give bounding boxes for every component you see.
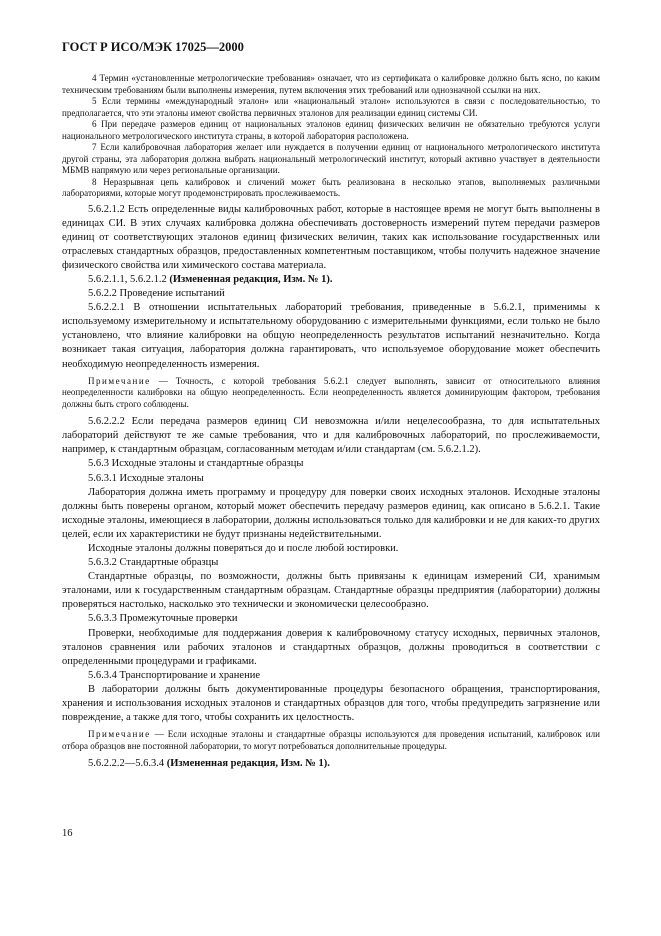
note-2-label: Примечание [88,729,151,740]
amendment-note-2 [62,757,600,771]
paragraph-5-6-3-4: В лаборатории должны быть документированные процедуры безопасного обращения, транспортирования, хранения и использования исходных эталонов и стандартных образцов для того, чтобы предупредить загрязнение или повреждение, а также для того, чтобы сохранить их целостность. [62,683,600,724]
amendment-1-label: (Измененная редакция, Изм. № 1). [169,273,333,285]
footnote-5: 5 Если термины «международный эталон» или «национальный эталон» используются в связи с последовательностью, то предполагается, что эти эталоны имеют свойства первичных эталонов для реализации единиц системы СИ. [62,96,600,118]
note-1 [62,376,600,411]
paragraph-5-6-2-2-1: 5.6.2.2.1 В отношении испытательных лабораторий требования, приведенные в 5.6.2.1, применимы к используемому измерительному и испытательному оборудованию с измерительными функциями, если только не было установлено, что влияние калибровки на общую неопределенность результатов испытаний незначительно. Когда возникает такая ситуация, лаборатория должна гарантировать, что используемое оборудование может обеспечить необходимую неопределенность измерения. [62,302,600,370]
footnote-4: 4 Термин «установленные метрологические требования» означает, что из сертификата о калибровке должно быть ясно, по каким техническим требованиям были выполнены измерения, путем включения этих требований или однозначной ссылки на них. [62,73,600,95]
paragraph-5-6-3-3: Проверки, необходимые для поддержания доверия к калибровочному статусу исходных, первичных эталонов, эталонов сравнения или рабочих эталонов и стандартных образцов, должны проводиться в соответствии с определенными процедурами и графиками. [62,627,600,667]
paragraph-5-6-3-1-a: Лаборатория должна иметь программу и процедуру для поверки своих исходных эталонов. Исходные эталоны должны быть поверены органом, который может обеспечить передачу размеров единиц, как описано в 5.6.2.1. Такие исходные эталоны, имеющиеся в лаборатории, должны использоваться только для калибровки и не для каких-то других целей, если их характеристики не будут признаны недействительными. [62,486,600,540]
heading-5-6-3: 5.6.3 Исходные эталоны и стандартные образцы [88,458,304,470]
amendment-2-label: (Измененная редакция, Изм. № 1). [166,758,330,770]
heading-5-6-3-1: 5.6.3.1 Исходные эталоны [88,472,204,484]
footnote-6: 6 При передаче размеров единиц от национальных эталонов единиц физических величин не обязательно требуются услуги национального метрологического института страны, в которой лаборатория расположена. [62,119,600,141]
document-page [62,40,600,771]
amendment-1-clauses: 5.6.2.1.1, 5.6.2.1.2 [88,273,167,285]
heading-5-6-2-2: 5.6.2.2 Проведение испытаний [88,288,225,300]
paragraph-5-6-3-1-b: Исходные эталоны должны поверяться до и после любой юстировки. [88,542,399,554]
heading-5-6-3-2: 5.6.3.2 Стандартные образцы [88,557,219,569]
note-2-text: — Если исходные эталоны и стандартные образцы используются для проведения испытаний, калибровок или отбора образцов вне постоянной лаборатории, то могут потребоваться дополнительные процедуры. [62,729,600,751]
heading-5-6-3-3: 5.6.3.3 Промежуточные проверки [88,613,238,625]
document-header: ГОСТ Р ИСО/МЭК 17025—2000 [62,40,244,54]
paragraph-5-6-2-1-2: 5.6.2.1.2 Есть определенные виды калибровочных работ, которые в настоящее время не могут быть выполнены в единицах СИ. В этих случаях калибровка должна обеспечивать достоверность измерений путем передачи размеров единиц от соответствующих эталонов единиц физических величин, таких как использование государственных или отраслевых стандартных образцов, предоставленных компетентным поставщиком, чтобы получить надежное значение физического свойства или химического состава материала. [62,203,600,271]
paragraph-5-6-2-2-2: 5.6.2.2.2 Если передача размеров единиц СИ невозможна и/или нецелесообразна, то для испытательных лабораторий действуют те же самые требования, что и для калибровочных лабораторий, по прослеживаемости, например, к стандартным образцам, согласованным методам и/или стандартам (см. 5.6.2.1.2). [62,416,600,456]
amendment-note-1 [62,273,600,287]
heading-5-6-3-4: 5.6.3.4 Транспортирование и хранение [88,669,260,681]
paragraph-5-6-3-2: Стандартные образцы, по возможности, должны быть привязаны к единицам измерений СИ, хранимым эталонами, или к государственным стандартным образцам. Стандартные образцы предприятия (лаборатории) должны проверяться настолько, насколько это технически и экономически целесообразно. [62,571,600,611]
amendment-2-clauses: 5.6.2.2.2—5.6.3.4 [88,758,165,770]
footnote-7: 7 Если калибровочная лаборатория желает или нуждается в получении единиц от национального метрологического института другой страны, эта лаборатория должна выбрать национальный метрологический институт, который активно участвует в деятельности МБМВ напрямую или через региональные организации. [62,142,600,175]
page-number: 16 [62,828,73,839]
note-2 [62,729,600,752]
note-1-text: — Точность, с которой требования 5.6.2.1 следует выполнять, зависит от относительного влияния неопределенности калибровки на общую неопределенность. Если неопределенность является доминирующим фактором, требования должны быть строго соблюдены. [62,375,600,409]
note-1-label: Примечание [88,375,151,386]
footnote-8: 8 Неразрывная цепь калибровок и сличений может быть реализована в несколько этапов, выполняемых различными лабораториями, которые могут продемонстрировать прослеживаемость. [62,176,600,198]
